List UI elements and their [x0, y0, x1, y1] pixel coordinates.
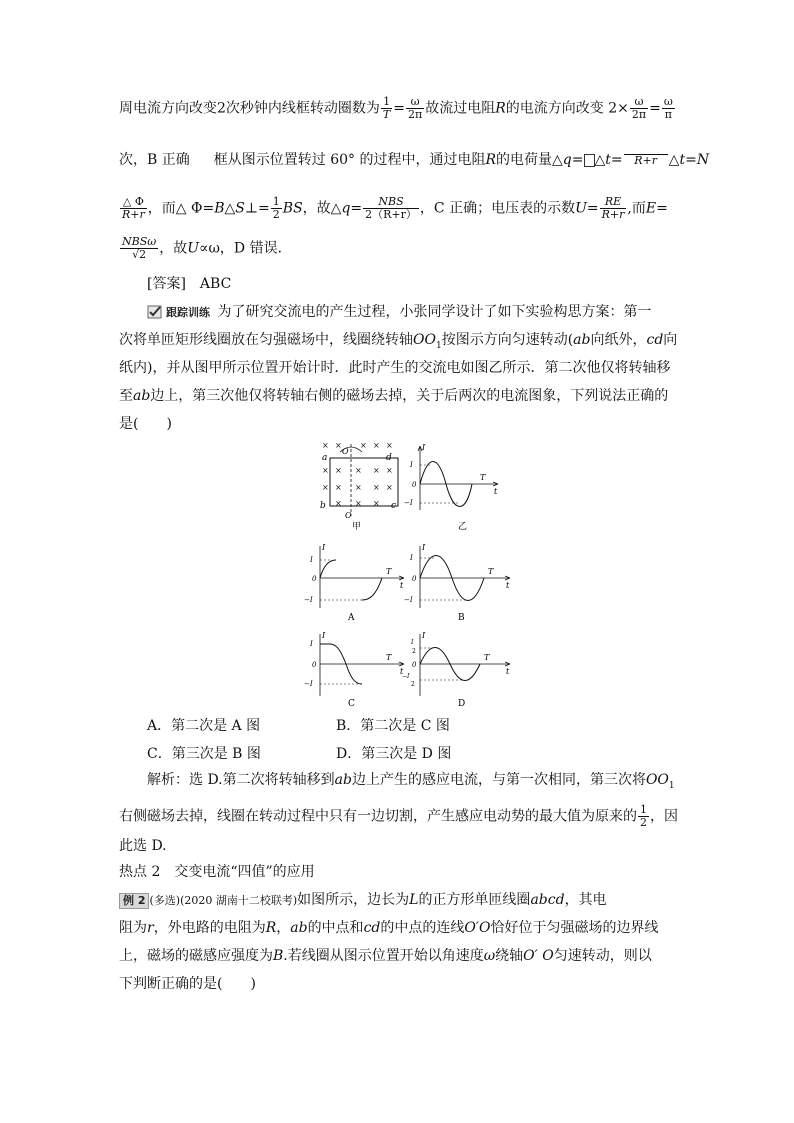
svg-text:×: × [355, 483, 362, 492]
caption-jia: 甲 [352, 522, 362, 532]
label-b: b [320, 501, 326, 511]
option-d[interactable]: D．第三次是 D 图 [336, 746, 452, 762]
label-i: I [322, 631, 326, 640]
label-half: 2 [412, 648, 416, 655]
caption-yi: 乙 [458, 522, 468, 532]
figure-yi [404, 443, 498, 532]
label-c: c [391, 501, 397, 511]
label-half: 2 [411, 681, 415, 688]
svg-text:×: × [355, 499, 362, 508]
label-i0: I [310, 640, 313, 648]
fraction: $\frac{1}{2}$ [272, 195, 280, 221]
label-i: I [422, 543, 426, 552]
label-neg: −I [304, 596, 313, 604]
svg-text:×: × [335, 483, 342, 492]
fraction: $\frac{\triangle \Phi}{R+r}$ [122, 195, 145, 221]
label-i0: I [410, 461, 413, 469]
text: 周电流方向改变2次秒钟内线框转动圈数为 [119, 100, 380, 117]
label-o1: O [345, 511, 352, 520]
label-i0: I [410, 554, 413, 562]
label-t-axis: t [400, 667, 404, 676]
figure-jia [320, 441, 398, 532]
svg-text:×: × [322, 441, 329, 450]
caption-a: A [348, 613, 355, 623]
label-t-axis: t [506, 581, 510, 590]
solution-line-3: $\frac{\triangle \Phi}{R+r}$ ，而△ Φ=B△S⊥= $\frac{1}{2}$ BS，故△q= $\frac{\text{NBS}}{2(R+r)}$ ，C 正确；电压表的示数U= $\frac{RE}{R+r}$ ,而E= [122, 195, 668, 221]
follow-up-line-5: 是( ) [119, 416, 172, 432]
fraction: R+r [624, 154, 668, 167]
caption-b: B [458, 613, 465, 623]
figure-d [402, 631, 510, 709]
svg-text:×: × [386, 483, 393, 492]
label-t-axis: t [506, 667, 510, 676]
option-c[interactable]: C．第三次是 B 图 [147, 746, 261, 762]
analysis-line-1: 解析：选 D.第二次将转轴移到ab边上产生的感应电流，与第一次相同，第三次将$OO_1$ [147, 772, 675, 791]
checkmark-icon [147, 305, 163, 319]
label-i0: I [411, 639, 414, 646]
label-t-period: T [480, 473, 486, 482]
caption-d: D [458, 699, 466, 709]
fraction: $\frac{RE}{R+r}$ [601, 195, 625, 221]
fraction: $\frac{\text{NBS}}{2(R+r)}$ [365, 195, 417, 221]
label-t-axis: t [494, 487, 498, 496]
fraction: $\frac{\text{NBSω}}{√2}$ [122, 235, 157, 261]
placeholder-box-icon [584, 154, 595, 167]
svg-text:×: × [373, 441, 380, 450]
svg-text:×: × [335, 466, 342, 475]
svg-text:×: × [373, 483, 380, 492]
svg-text:×: × [322, 466, 329, 475]
example-line-1: 例 2 (多选)(2020 湖南十二校联考)如图所示，边长为L的正方形单匝线圈abcd，其电 [119, 890, 607, 911]
fraction: $\frac{\omega}{2\pi}$ [407, 95, 423, 121]
label-zero: 0 [412, 575, 417, 583]
figure-a [304, 543, 404, 623]
example-line-3: 上，磁场的磁感应强度为B.若线圈从图示位置开始以角速度ω绕轴O′ O匀速转动，则以 [119, 948, 652, 964]
svg-text:×: × [335, 499, 342, 508]
label-t-period: T [386, 653, 392, 662]
example-line-2: 阻为r，外电路的电阻为R，ab的中点和cd的中点的连线O′O恰好位于匀强磁场的边界线 [119, 920, 659, 936]
label-zero: 0 [412, 481, 417, 489]
label-zero: 0 [412, 661, 417, 669]
label-neg: −I [404, 596, 413, 604]
solution-line-4: $\frac{\text{NBSω}}{√2}$ ，故U∝ω，D 错误． [122, 235, 292, 261]
follow-up-line-1: 跟踪训练 为了研究交流电的产生过程，小张同学设计了如下实验构思方案：第一 [147, 302, 651, 322]
analysis-line-3: 此选 D. [119, 838, 167, 854]
fraction: $\frac{1}{2}$ [640, 803, 647, 829]
label-t-period: T [488, 567, 494, 576]
label-i0: I [310, 556, 313, 564]
label-t-axis: t [400, 581, 404, 590]
example-badge: 例 2 [119, 893, 149, 909]
fraction: $\frac{\omega}{2\pi}$ [631, 95, 647, 121]
option-a[interactable]: A．第二次是 A 图 [147, 718, 261, 734]
hotspot-title: 热点 2 交变电流“四值”的应用 [119, 864, 315, 880]
fraction: $\frac{1}{T}$ [382, 95, 391, 121]
example-line-4: 下判断正确的是( ) [119, 976, 256, 992]
label-zero: 0 [312, 575, 317, 583]
label-i: I [422, 443, 426, 452]
svg-text:×: × [335, 441, 342, 450]
label-i: I [422, 631, 426, 640]
label-neg: −I [304, 680, 313, 688]
answer-line: [答案] ABC [147, 276, 232, 292]
option-b[interactable]: B．第二次是 C 图 [336, 718, 450, 734]
caption-c: C [348, 699, 355, 709]
label-i: I [322, 543, 326, 552]
label-zero: 0 [312, 661, 317, 669]
label-o: O [342, 447, 349, 456]
fraction: $\frac{\omega}{\pi}$ [663, 95, 673, 121]
follow-up-line-2: 次将单匝矩形线圈放在匀强磁场中，线圈绕转轴$OO_1$按图示方向匀速转动(ab向纸外，cd向 [119, 332, 678, 351]
svg-text:×: × [355, 466, 362, 475]
analysis-line-2: 右侧磁场去掉，线圈在转动过程中只有一边切割，产生感应电动势的最大值为原来的 $\frac{1}{2}$ ，因 [119, 803, 678, 829]
svg-text:×: × [386, 466, 393, 475]
svg-text:×: × [373, 499, 380, 508]
label-neg: −I [404, 499, 413, 507]
solution-line-2: 次，B 正确 框从图示位置转过 60° 的过程中，通过电阻R的电荷量△q= △t= R+r △t=N [119, 152, 710, 168]
svg-text:×: × [386, 441, 393, 450]
label-t-period: T [484, 653, 490, 662]
follow-up-line-3: 纸内)，并从图甲所示位置开始计时．此时产生的交流电如图乙所示．第二次他仅将转轴移 [119, 360, 671, 376]
follow-up-line-4: 至ab边上，第三次他仅将转轴右侧的磁场去掉，关于后两次的电流图象，下列说法正确的 [119, 388, 669, 404]
svg-text:×: × [373, 466, 380, 475]
label-t-period: T [386, 567, 392, 576]
figure-b [404, 543, 510, 623]
figure-c [304, 631, 404, 709]
follow-up-badge: 跟踪训练 [163, 306, 213, 320]
label-d: d [386, 453, 392, 463]
label-a: a [322, 453, 328, 463]
svg-text:×: × [360, 441, 367, 450]
svg-text:×: × [322, 483, 329, 492]
figure-group [300, 438, 530, 710]
label-neg: −I [402, 673, 410, 680]
solution-line-1: 周电流方向改变2次秒钟内线框转动圈数为 $\frac{1}{T}$ = $\frac{\omega}{2\pi}$ 故流过电阻R的电流方向改变 2× $\frac{\omega}{2\pi}$ = $\frac{\omega}{\pi}$ [119, 95, 673, 121]
